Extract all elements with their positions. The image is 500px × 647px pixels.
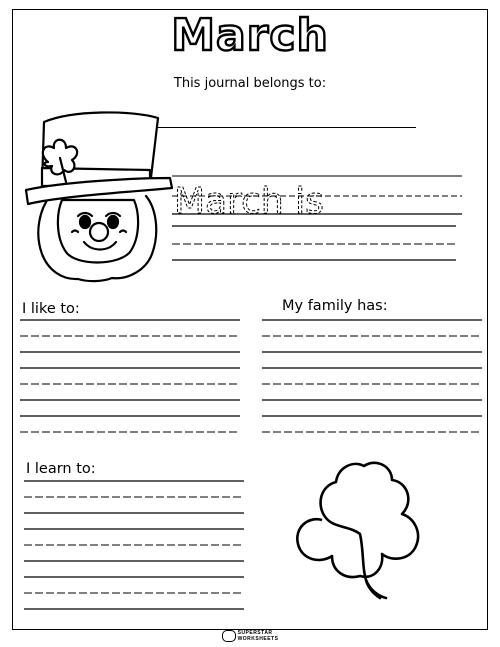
i-learn-to-lines[interactable] xyxy=(24,479,248,615)
page-title: March xyxy=(171,10,329,61)
my-family-has-heading: My family has: xyxy=(282,298,388,314)
belongs-prompt: This journal belongs to: xyxy=(173,76,327,91)
shamrock-icon xyxy=(280,456,440,602)
i-like-to-lines[interactable] xyxy=(20,318,244,442)
brand-line-1: SUPERSTAR xyxy=(237,630,273,636)
brand-line-2: WORKSHEETS xyxy=(237,636,279,642)
my-family-has-lines[interactable] xyxy=(262,318,486,442)
brand-logo-icon xyxy=(222,630,236,642)
leprechaun-icon xyxy=(22,104,174,284)
brand-footer xyxy=(0,630,500,642)
name-writing-line[interactable] xyxy=(140,127,416,128)
i-like-to-heading: I like to: xyxy=(22,301,80,317)
tracing-area[interactable] xyxy=(172,172,462,216)
i-learn-to-heading: I learn to: xyxy=(26,461,96,477)
title-banner xyxy=(0,10,500,61)
march-is-lines[interactable] xyxy=(172,224,462,264)
tracing-text: March is xyxy=(174,181,324,216)
